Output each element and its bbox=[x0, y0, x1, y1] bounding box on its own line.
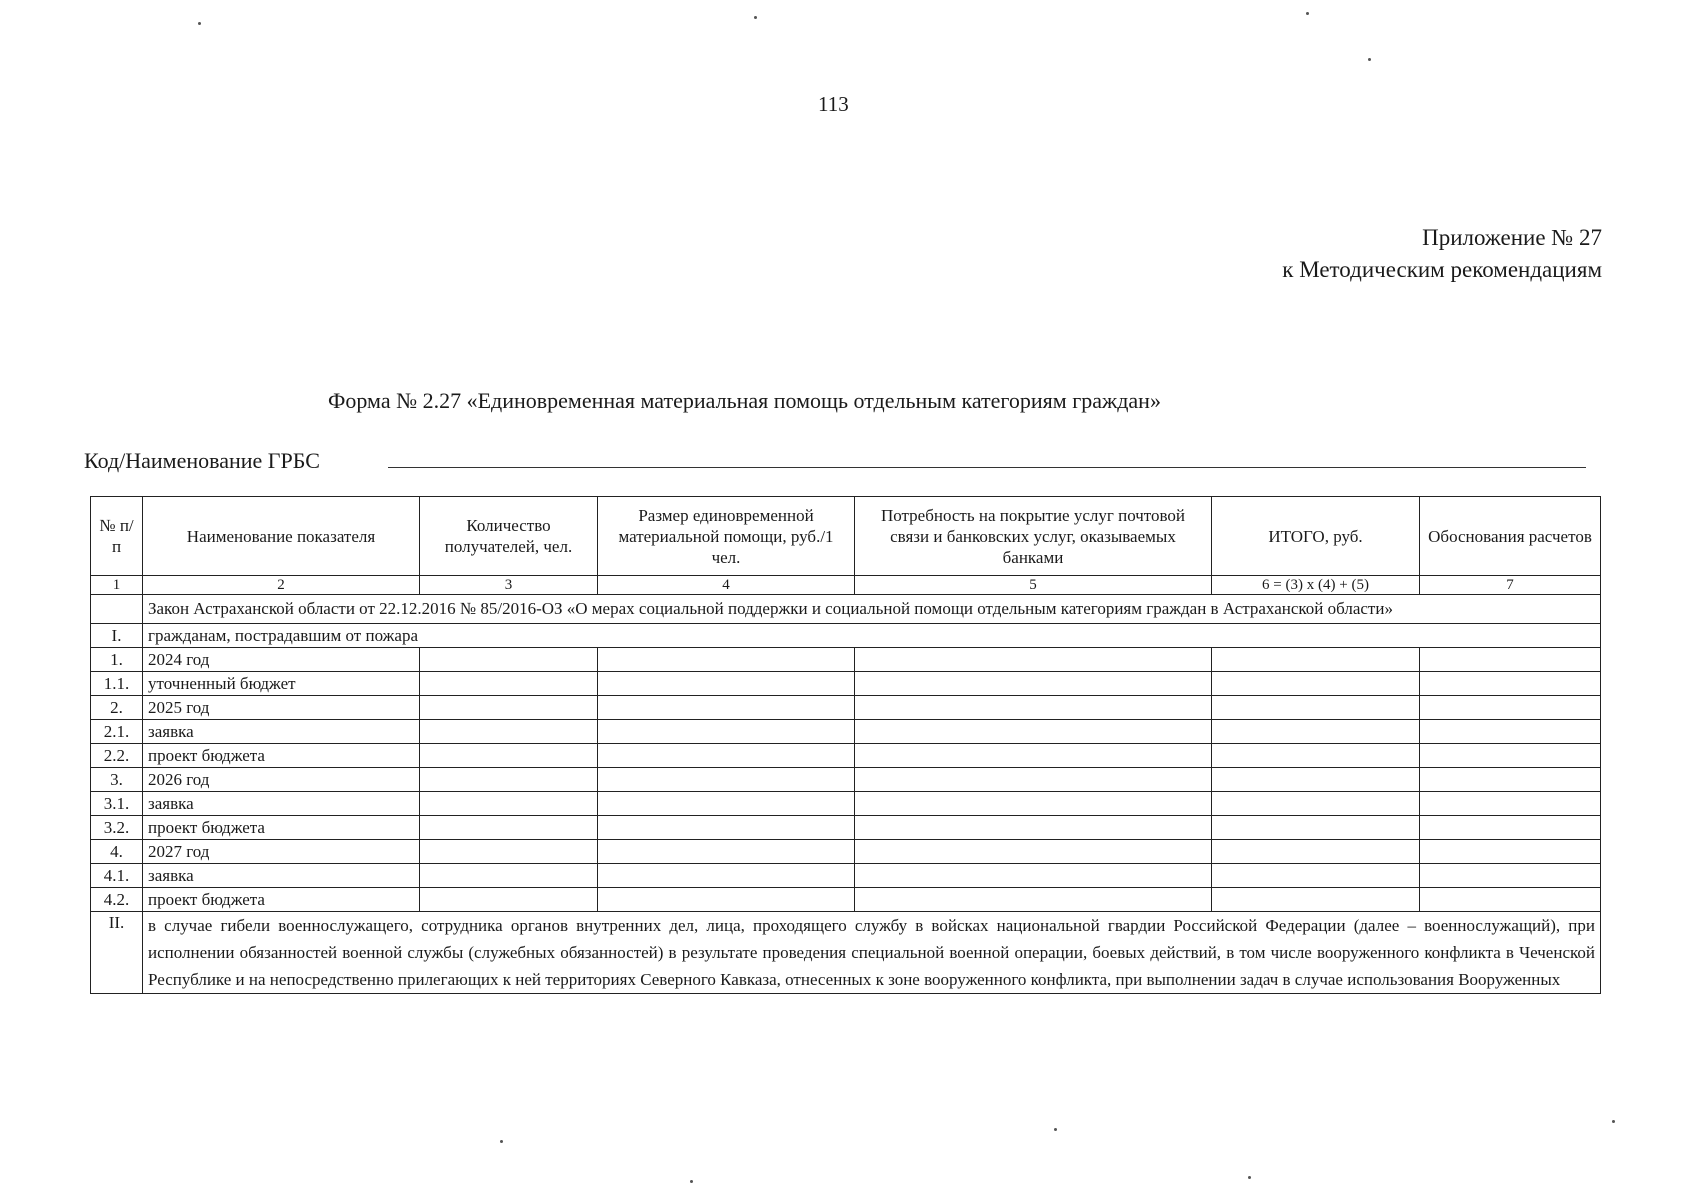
cell-aid-amount[interactable] bbox=[598, 648, 855, 672]
cell-total[interactable] bbox=[1212, 696, 1420, 720]
row-number: 4.1. bbox=[91, 864, 143, 888]
column-number: 6 = (3) x (4) + (5) bbox=[1212, 576, 1420, 595]
cell-total[interactable] bbox=[1212, 720, 1420, 744]
row-number: 2. bbox=[91, 696, 143, 720]
table-row bbox=[91, 648, 1601, 672]
column-number: 4 bbox=[598, 576, 855, 595]
header-aid-amount: Размер единовременной материальной помощи, руб./1 чел. bbox=[598, 497, 855, 576]
table-row bbox=[91, 744, 1601, 768]
cell-total[interactable] bbox=[1212, 648, 1420, 672]
column-number: 3 bbox=[420, 576, 598, 595]
header-num: № п/п bbox=[91, 497, 143, 576]
cell-postal-bank[interactable] bbox=[855, 672, 1212, 696]
appendix-note bbox=[1282, 222, 1602, 286]
row-number: 4. bbox=[91, 840, 143, 864]
table-row bbox=[91, 864, 1601, 888]
cell-justification[interactable] bbox=[1420, 744, 1601, 768]
header-justification: Обоснования расчетов bbox=[1420, 497, 1601, 576]
header-total: ИТОГО, руб. bbox=[1212, 497, 1420, 576]
cell-postal-bank[interactable] bbox=[855, 696, 1212, 720]
cell-postal-bank[interactable] bbox=[855, 864, 1212, 888]
cell-postal-bank[interactable] bbox=[855, 840, 1212, 864]
section-title: гражданам, пострадавшим от пожара bbox=[143, 624, 1601, 648]
row-number: 1.1. bbox=[91, 672, 143, 696]
cell-postal-bank[interactable] bbox=[855, 720, 1212, 744]
column-number: 1 bbox=[91, 576, 143, 595]
table-row bbox=[91, 768, 1601, 792]
form-table bbox=[90, 496, 1601, 994]
cell-aid-amount[interactable] bbox=[598, 720, 855, 744]
table-row bbox=[91, 816, 1601, 840]
page-number: 113 bbox=[818, 92, 849, 116]
cell-recipients[interactable] bbox=[420, 864, 598, 888]
row-name: проект бюджета bbox=[143, 816, 420, 840]
cell-postal-bank[interactable] bbox=[855, 648, 1212, 672]
cell-recipients[interactable] bbox=[420, 792, 598, 816]
row-name: заявка bbox=[143, 792, 420, 816]
cell-postal-bank[interactable] bbox=[855, 744, 1212, 768]
row-number: 2.1. bbox=[91, 720, 143, 744]
cell-total[interactable] bbox=[1212, 888, 1420, 912]
law-num-cell bbox=[91, 595, 143, 624]
cell-aid-amount[interactable] bbox=[598, 696, 855, 720]
cell-postal-bank[interactable] bbox=[855, 888, 1212, 912]
cell-justification[interactable] bbox=[1420, 792, 1601, 816]
cell-recipients[interactable] bbox=[420, 888, 598, 912]
cell-aid-amount[interactable] bbox=[598, 864, 855, 888]
row-name: заявка bbox=[143, 720, 420, 744]
row-name: 2027 год bbox=[143, 840, 420, 864]
cell-justification[interactable] bbox=[1420, 648, 1601, 672]
row-name: 2025 год bbox=[143, 696, 420, 720]
column-number: 2 bbox=[143, 576, 420, 595]
table-row bbox=[91, 888, 1601, 912]
table-row bbox=[91, 840, 1601, 864]
cell-recipients[interactable] bbox=[420, 768, 598, 792]
cell-aid-amount[interactable] bbox=[598, 744, 855, 768]
cell-aid-amount[interactable] bbox=[598, 840, 855, 864]
cell-recipients[interactable] bbox=[420, 816, 598, 840]
law-row bbox=[91, 595, 1601, 624]
cell-total[interactable] bbox=[1212, 744, 1420, 768]
section-text: в случае гибели военнослужащего, сотрудника органов внутренних дел, лица, проходящего службу в войсках национальной гвардии Российской Федерации (далее – военнослужащий), при исполнении обязанностей военной службы (служебных обязанностей) в результате проведения специальной военной операции, боевых действий, в том числе вооруженного конфликта в Чеченской Республике и на непосредственно прилегающих к ней территориях Северного Кавказа, отнесенных к зоне вооруженного конфликта, при выполнении задач в случае использования Вооруженных bbox=[143, 912, 1601, 994]
cell-aid-amount[interactable] bbox=[598, 792, 855, 816]
table-row bbox=[91, 672, 1601, 696]
law-text: Закон Астраханской области от 22.12.2016 № 85/2016-ОЗ «О мерах социальной поддержки и социальной помощи отдельным категориям граждан в Астраханской области» bbox=[143, 595, 1601, 624]
cell-recipients[interactable] bbox=[420, 720, 598, 744]
scan-speck bbox=[1612, 1120, 1615, 1123]
row-name: проект бюджета bbox=[143, 888, 420, 912]
row-number: I. bbox=[91, 624, 143, 648]
row-name: 2026 год bbox=[143, 768, 420, 792]
table-row bbox=[91, 792, 1601, 816]
row-number: 4.2. bbox=[91, 888, 143, 912]
section-row bbox=[91, 912, 1601, 994]
table-row bbox=[91, 696, 1601, 720]
row-number: 2.2. bbox=[91, 744, 143, 768]
row-name: проект бюджета bbox=[143, 744, 420, 768]
cell-justification[interactable] bbox=[1420, 672, 1601, 696]
table-row bbox=[91, 720, 1601, 744]
cell-aid-amount[interactable] bbox=[598, 672, 855, 696]
cell-justification[interactable] bbox=[1420, 720, 1601, 744]
cell-justification[interactable] bbox=[1420, 816, 1601, 840]
cell-total[interactable] bbox=[1212, 672, 1420, 696]
cell-justification[interactable] bbox=[1420, 768, 1601, 792]
cell-postal-bank[interactable] bbox=[855, 816, 1212, 840]
cell-justification[interactable] bbox=[1420, 864, 1601, 888]
section-row bbox=[91, 624, 1601, 648]
row-name: уточненный бюджет bbox=[143, 672, 420, 696]
row-number: 1. bbox=[91, 648, 143, 672]
scan-speck bbox=[198, 22, 201, 25]
row-name: заявка bbox=[143, 864, 420, 888]
scan-speck bbox=[1248, 1176, 1251, 1179]
scan-speck bbox=[1306, 12, 1309, 15]
cell-recipients[interactable] bbox=[420, 672, 598, 696]
row-name: 2024 год bbox=[143, 648, 420, 672]
cell-total[interactable] bbox=[1212, 792, 1420, 816]
appendix-line-2: к Методическим рекомендациям bbox=[1282, 257, 1602, 282]
form-title: Форма № 2.27 «Единовременная материальная помощь отдельным категориям граждан» bbox=[328, 388, 1161, 413]
grbs-label: Код/Наименование ГРБС bbox=[84, 448, 320, 473]
row-number: 3. bbox=[91, 768, 143, 792]
header-row bbox=[91, 497, 1601, 576]
cell-aid-amount[interactable] bbox=[598, 768, 855, 792]
cell-aid-amount[interactable] bbox=[598, 816, 855, 840]
header-indicator-name: Наименование показателя bbox=[143, 497, 420, 576]
cell-postal-bank[interactable] bbox=[855, 768, 1212, 792]
appendix-line-1: Приложение № 27 bbox=[1422, 225, 1602, 250]
cell-total[interactable] bbox=[1212, 816, 1420, 840]
cell-recipients[interactable] bbox=[420, 840, 598, 864]
scan-speck bbox=[500, 1140, 503, 1143]
cell-recipients[interactable] bbox=[420, 744, 598, 768]
column-number: 5 bbox=[855, 576, 1212, 595]
cell-total[interactable] bbox=[1212, 840, 1420, 864]
scan-speck bbox=[1368, 58, 1371, 61]
row-number: 3.1. bbox=[91, 792, 143, 816]
scan-speck bbox=[1054, 1128, 1057, 1131]
scan-speck bbox=[690, 1180, 693, 1183]
cell-total[interactable] bbox=[1212, 768, 1420, 792]
row-number: 3.2. bbox=[91, 816, 143, 840]
grbs-fill-line[interactable] bbox=[388, 467, 1586, 468]
cell-justification[interactable] bbox=[1420, 696, 1601, 720]
cell-recipients[interactable] bbox=[420, 696, 598, 720]
column-numbers-row bbox=[91, 576, 1601, 595]
cell-postal-bank[interactable] bbox=[855, 792, 1212, 816]
column-number: 7 bbox=[1420, 576, 1601, 595]
cell-recipients[interactable] bbox=[420, 648, 598, 672]
cell-justification[interactable] bbox=[1420, 840, 1601, 864]
cell-total[interactable] bbox=[1212, 864, 1420, 888]
header-postal-bank-costs: Потребность на покрытие услуг почтовой связи и банковских услуг, оказываемых банками bbox=[855, 497, 1212, 576]
header-recipients-count: Количество получателей, чел. bbox=[420, 497, 598, 576]
scan-speck bbox=[754, 16, 757, 19]
cell-justification[interactable] bbox=[1420, 888, 1601, 912]
cell-aid-amount[interactable] bbox=[598, 888, 855, 912]
row-number: II. bbox=[91, 912, 143, 994]
